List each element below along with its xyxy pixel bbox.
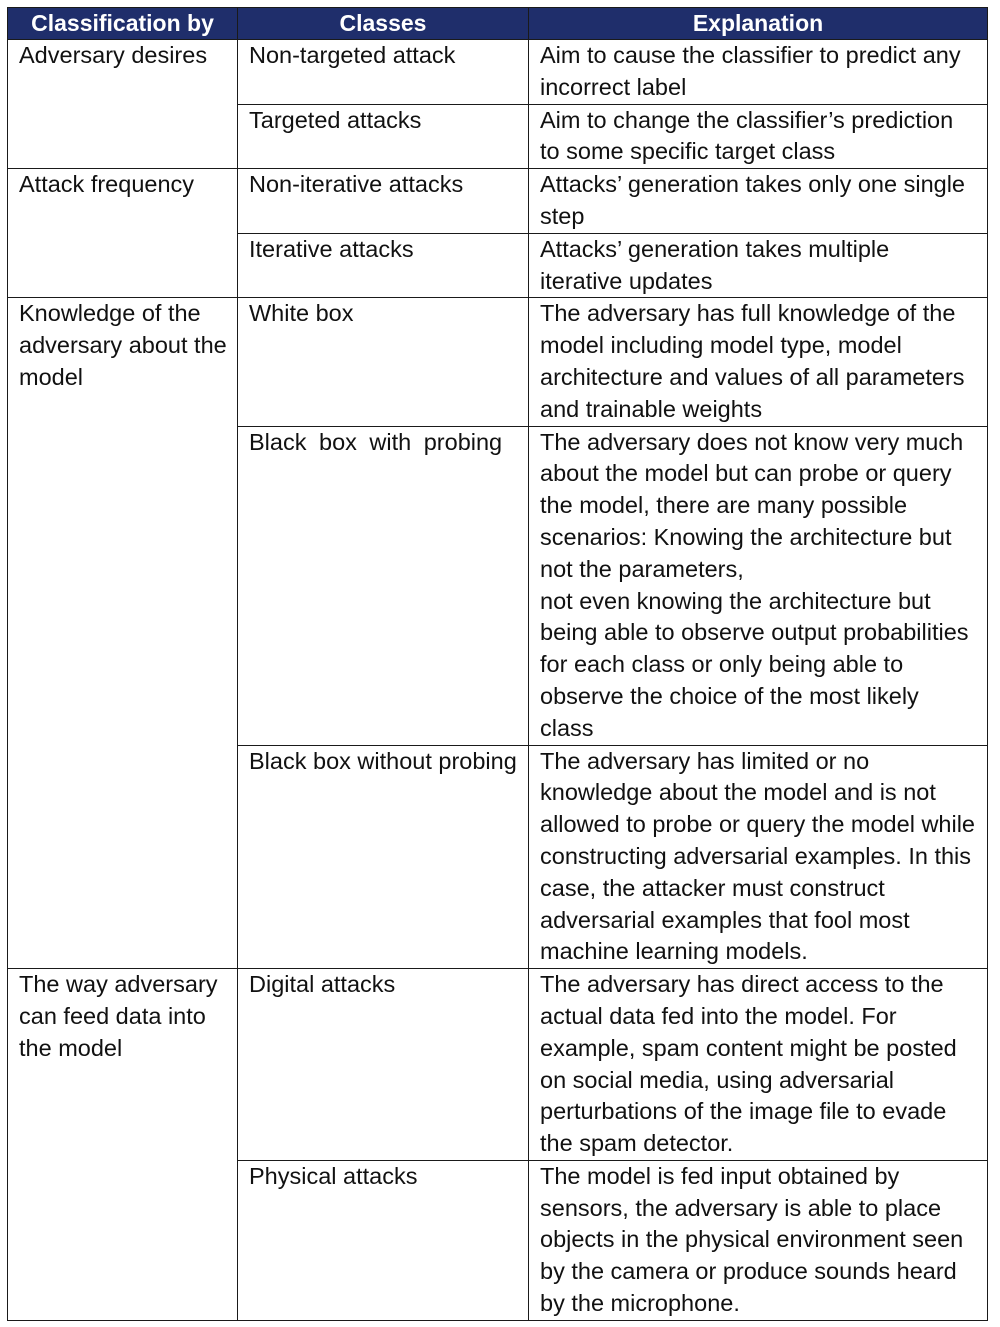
- explanation-cell: [529, 745, 988, 969]
- class-cell: Digital attacks: [238, 969, 529, 1161]
- table-row: [8, 298, 988, 426]
- table-row: [8, 40, 988, 105]
- explanation-cell: [529, 298, 988, 426]
- explanation-cell: [529, 426, 988, 745]
- category-cell: Attack frequency: [8, 169, 238, 298]
- explanation-paragraph: The adversary has limited or no knowledge about the model and is not allowed to probe or query the model while constructing adversarial examples. In this case, the attacker must construct adversarial examples that fool most machine learning models.: [540, 747, 976, 965]
- header-classes: Classes: [238, 8, 529, 40]
- explanation-paragraph: Attacks’ generation takes only one single step: [540, 171, 965, 229]
- header-explanation: Explanation: [529, 8, 988, 40]
- category-cell: The way adversary can feed data into the model: [8, 969, 238, 1321]
- explanation-cell: [529, 40, 988, 105]
- table-body: [8, 40, 988, 1321]
- explanation-paragraph: not even knowing the architecture but being able to observe output probabilities for each class or only being able to observe the choice of the most likely class: [540, 587, 969, 741]
- explanation-cell: [529, 169, 988, 234]
- table-row: [8, 969, 988, 1161]
- explanation-cell: [529, 233, 988, 298]
- class-cell: Non-targeted attack: [238, 40, 529, 105]
- table-header-row: [8, 8, 988, 40]
- explanation-cell: [529, 1160, 988, 1320]
- category-cell: Adversary desires: [8, 40, 238, 169]
- class-cell: Black box with probing: [238, 426, 529, 745]
- explanation-cell: [529, 969, 988, 1161]
- class-cell: Iterative attacks: [238, 233, 529, 298]
- class-cell: Non-iterative attacks: [238, 169, 529, 234]
- table-row: [8, 169, 988, 234]
- explanation-paragraph: Aim to cause the classifier to predict any incorrect label: [540, 42, 961, 100]
- explanation-paragraph: Attacks’ generation takes multiple iterative updates: [540, 235, 890, 294]
- header-classification-by: Classification by: [8, 8, 238, 40]
- explanation-paragraph: The adversary has direct access to the actual data fed into the model. For example, spam content might be posted on social media, using adversarial perturbations of the image file to evade the spam detector.: [540, 971, 957, 1157]
- explanation-cell: [529, 104, 988, 169]
- classification-table: [7, 7, 988, 1321]
- class-cell: Targeted attacks: [238, 104, 529, 169]
- explanation-paragraph: Aim to change the classifier’s prediction to some specific target class: [540, 106, 954, 165]
- explanation-paragraph: The model is fed input obtained by sensors, the adversary is able to place objects in the physical environment seen by the camera or produce sounds heard by the microphone.: [540, 1162, 964, 1317]
- explanation-paragraph: The adversary does not know very much about the model but can probe or query the model, there are many possible scenarios: Knowing the architecture but not the parameters,: [540, 428, 964, 582]
- class-cell: Black box without probing: [238, 745, 529, 969]
- class-cell: Physical attacks: [238, 1160, 529, 1320]
- category-cell: Knowledge of the adversary about the model: [8, 298, 238, 969]
- explanation-paragraph: The adversary has full knowledge of the model including model type, model architecture and values of all parameters and trainable weights: [540, 300, 965, 422]
- class-cell: White box: [238, 298, 529, 426]
